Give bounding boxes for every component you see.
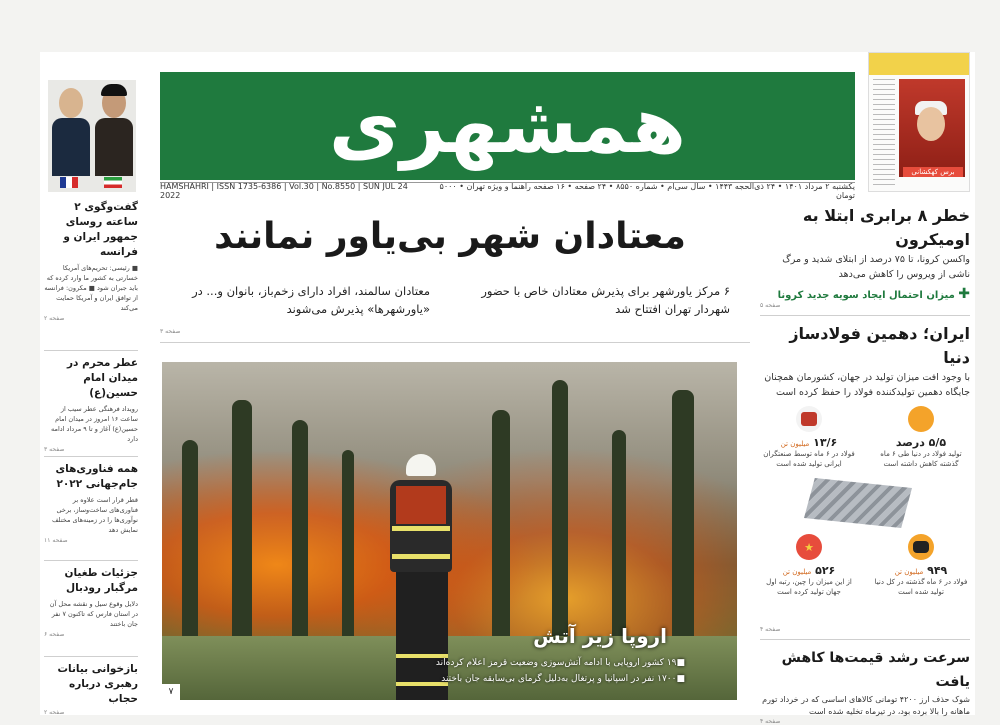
supplement-thumbnail[interactable]: [868, 52, 970, 192]
stat-number: ۱۳/۶: [813, 436, 838, 449]
stat-number: ۹۴۹: [927, 564, 948, 577]
main-headline[interactable]: معتادان شهر بی‌یاور نمانند: [214, 216, 686, 257]
turban-shape: [101, 84, 127, 96]
link-label: میزان احتمال ایجاد سویه جدید کرونا: [777, 290, 955, 301]
supplement-label: برس کهکشانی: [903, 167, 963, 177]
left-column: [40, 72, 142, 716]
wildfire-photo[interactable]: [162, 362, 737, 700]
story-page: صفحه ۲: [44, 709, 65, 716]
face-shape: [917, 107, 945, 141]
story-title: بازخوانی بیانات رهبری درباره حجاب: [57, 663, 138, 705]
stat-unit: میلیون تن: [782, 568, 812, 576]
tree-shape: [182, 440, 198, 640]
iran-map-icon: [796, 406, 822, 432]
divider: [44, 456, 138, 457]
presidents-photo[interactable]: [48, 80, 136, 192]
story-page: صفحه ۲: [44, 315, 65, 322]
stat-desc: تولید فولاد در دنیا طی ۶ ماه گذشته کاهش داشته است: [880, 450, 962, 468]
left-story-1[interactable]: [44, 200, 138, 322]
dateline-latin: HAMSHAHRI | ISSN 1735-6386 | Vol.30 | No.8550 | SUN JUL 24 2022: [160, 181, 408, 200]
story-title: همه فناوری‌های جام‌جهانی ۲۰۲۲: [55, 463, 138, 490]
tree-shape: [232, 400, 252, 640]
left-story-4[interactable]: [44, 566, 138, 638]
stat-value: [872, 564, 970, 577]
dateline-persian: یکشنبه ۲ مرداد ۱۴۰۱ • ۲۴ ذی‌الحجه ۱۴۴۳ • سال سی‌ام • شماره ۸۵۵۰ • ۲۴ صفحه • ۱۶ صفحه راهنما و ویژه تهران • ۵۰۰۰ تومان: [439, 181, 855, 200]
left-story-2[interactable]: [44, 356, 138, 453]
divider: [44, 560, 138, 561]
story-body: با وجود افت میزان تولید در جهان، کشورمان همچنان جایگاه دهمین تولیدکننده فولاد را حفظ کرده است: [764, 372, 970, 398]
story-body: قطر قرار است علاوه بر فناوری‌های ساخت‌وساز، برخی نوآوری‌ها را در زمینه‌های مختلف نمایش دهد: [51, 496, 138, 534]
story-page: صفحه ۴: [760, 718, 781, 725]
reflective-stripe: [392, 554, 450, 559]
stat-item: [760, 406, 858, 469]
newspaper-page: [40, 52, 975, 725]
story-page: صفحه ۶: [44, 631, 65, 638]
story-title: گفت‌وگوی ۲ ساعته روسای جمهور ایران و فرانسه: [63, 201, 138, 258]
divider: [44, 656, 138, 657]
inflation-story[interactable]: [760, 646, 970, 725]
raisi-figure: [93, 84, 135, 176]
headline-page: صفحه ۳: [160, 328, 181, 335]
left-story-5[interactable]: [44, 662, 138, 716]
france-flag-icon: [60, 177, 78, 188]
headline-sub-right: ۶ مرکز یاورشهر برای پذیرش معتادان خاص با حضور شهردار تهران افتتاح شد: [481, 284, 730, 316]
china-flag-icon: ★: [796, 534, 822, 560]
story-body: رویداد فرهنگی عطر سیب از ساعت ۱۶ امروز در میدان امام حسین(ع) آغاز و تا ۹ مرداد ادامه دارد: [51, 405, 138, 443]
photo-caption-line-1: ■۱۹ کشور اروپایی با ادامه آتش‌سوزی وضعیت قرمز اعلام کرده‌اند: [435, 658, 685, 668]
stat-number: ۵۲۶: [815, 564, 836, 577]
photo-page-number: ۷: [162, 684, 180, 700]
story-title: جزئیات طغیان مرگبار رودبال: [64, 567, 138, 594]
covid-story[interactable]: [760, 204, 970, 309]
steel-beams-image: [804, 478, 912, 528]
tree-shape: [342, 450, 354, 640]
story-title: عطر محرم در میدان امام حسین(ع): [67, 357, 138, 399]
supplement-header: [869, 53, 969, 75]
divider: [760, 639, 970, 640]
masthead: [160, 72, 855, 180]
stat-desc: فولاد در ۶ ماه گذشته در کل دنیا تولید شده است: [874, 578, 968, 596]
photo-caption-line-2: ■۱۷۰۰ نفر در اسپانیا و پرتغال به‌دلیل گرمای بی‌سابقه جان باختند: [441, 674, 685, 684]
iran-flag-icon: [104, 177, 122, 188]
steel-infographic: [760, 406, 970, 626]
divider: [760, 315, 970, 316]
story-title: سرعت رشد قیمت‌ها کاهش یافت: [781, 650, 970, 690]
right-column: [760, 204, 970, 725]
story-body: شوک حذف ارز ۴۲۰۰ تومانی کالاهای اساسی که در خرداد تورم ماهانه را بالا برده بود، در تیرماه تخلیه شده است: [762, 695, 970, 716]
vest-shape: [396, 486, 446, 524]
divider: [44, 350, 138, 351]
supplement-photo: [899, 79, 965, 177]
reflective-stripe: [392, 526, 450, 531]
story-page: صفحه ۴: [760, 626, 781, 633]
story-body: واکسن کرونا، تا ۷۵ درصد از ابتلای شدید و مرگ ناشی از ویروس را کاهش می‌دهد: [782, 254, 970, 280]
story-title: ایران؛ دهمین فولادساز دنیا: [789, 324, 970, 367]
newspaper-logo[interactable]: همشهری: [328, 81, 687, 171]
story-page: صفحه ۱۱: [44, 537, 68, 544]
clock-icon: [908, 406, 934, 432]
world-map-icon: [908, 534, 934, 560]
story-page: صفحه ۳: [44, 446, 65, 453]
tree-shape: [292, 420, 308, 640]
head-shape: [59, 88, 83, 118]
story-page: صفحه ۵: [760, 302, 781, 309]
story-title: خطر ۸ برابری ابتلا به اومیکرون: [802, 206, 970, 249]
stat-item: [760, 534, 858, 597]
divider: [160, 342, 750, 343]
helmet-shape: [406, 454, 436, 476]
stat-desc: از این میزان را چین، رتبه اول جهان تولید کرده است: [766, 578, 852, 596]
stat-value: [760, 564, 858, 577]
stat-unit: میلیون تن: [894, 568, 924, 576]
dateline: [160, 181, 855, 200]
stat-unit: میلیون تن: [780, 440, 810, 448]
supplement-text-column: [873, 79, 895, 187]
steel-story[interactable]: [760, 322, 970, 633]
photo-caption-title: اروپا زیر آتش: [533, 624, 667, 648]
body-shape: [95, 118, 133, 176]
story-body: ■ رئیسی: تحریم‌های آمریکا خسارتی به کشور ما وارد کرده که باید جبران شود ■ مکرون: فرانسه از توافق ایران و آمریکا حمایت می‌کند: [44, 264, 138, 312]
stat-item: [872, 534, 970, 597]
stat-item: [872, 406, 970, 469]
stat-value: [760, 436, 858, 449]
stat-desc: فولاد در ۶ ماه توسط صنعتگران ایرانی تولید شده است: [763, 450, 855, 468]
headline-sub-left: معتادان سالمند، افراد دارای زخم‌باز، بانوان و... در «یاورشهرها» پذیرش می‌شوند: [192, 284, 430, 316]
tree-shape: [612, 430, 626, 640]
tree-shape: [672, 390, 694, 640]
covid-link[interactable]: [760, 286, 970, 302]
macron-figure: [50, 84, 92, 176]
plus-icon: ✚: [958, 286, 970, 302]
stat-value: ۵/۵ درصد: [895, 436, 947, 449]
tree-shape: [492, 410, 510, 640]
story-body: دلایل وقوع سیل و نقشه محل آن در استان فارس که تاکنون ۷ نفر جان باختند: [49, 600, 138, 628]
body-shape: [52, 118, 90, 176]
left-story-3[interactable]: [44, 462, 138, 544]
tree-shape: [552, 380, 568, 640]
